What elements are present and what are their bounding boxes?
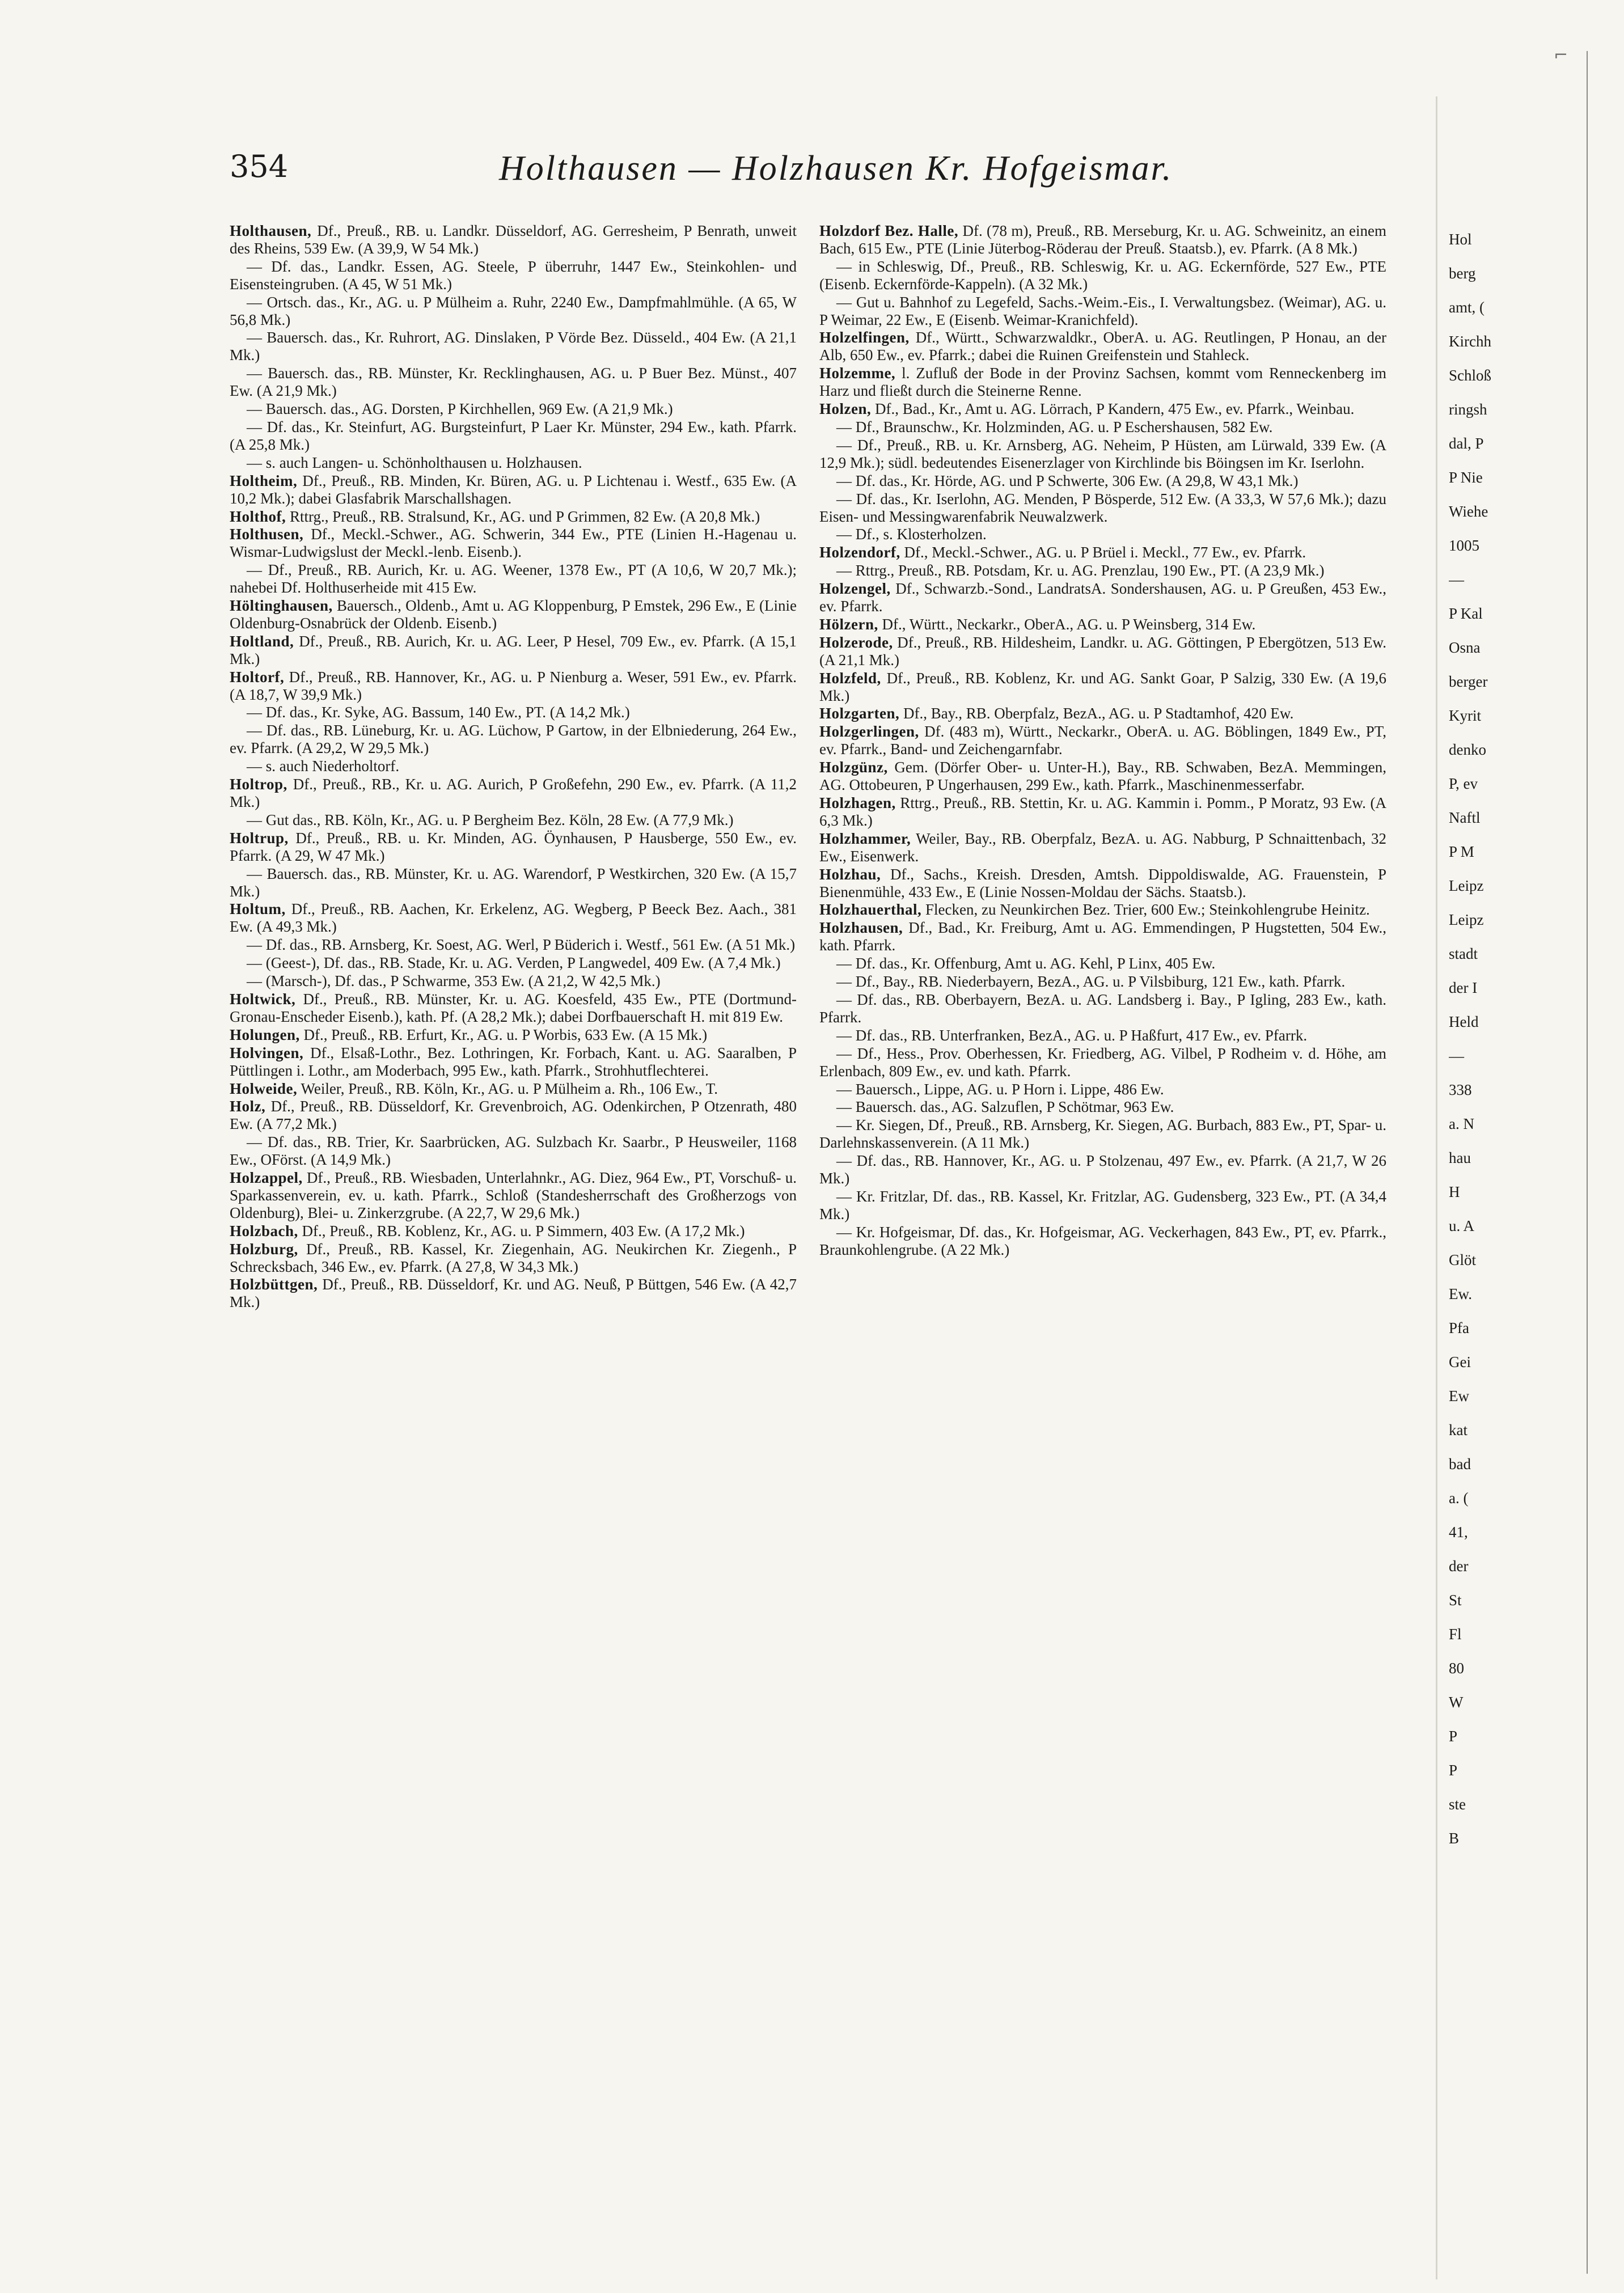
edge-fragment: Hol bbox=[1449, 231, 1472, 248]
edge-fragment: Naftl bbox=[1449, 809, 1481, 826]
entry-text: l. Zufluß der Bode in der Provinz Sachsen, kommt vom Renneckenberg im Harz und fließt durch die Steinerne Renne. bbox=[819, 365, 1386, 400]
entry-text: — Df., Bay., RB. Niederbayern, BezA., AG. u. P Vilsbiburg, 121 Ew., kath. Pfarrk. bbox=[836, 973, 1346, 991]
entry-text: — Df., s. Klosterholzen. bbox=[836, 526, 987, 543]
entry-headword: Holzengel, bbox=[819, 580, 891, 598]
entry-text: — Df. das., Kr. Syke, AG. Bassum, 140 Ew., PT. (A 14,2 Mk.) bbox=[247, 704, 630, 721]
entry-headword: Holvingen, bbox=[230, 1044, 304, 1061]
gazetteer-entry bbox=[819, 294, 1386, 329]
entry-text: Df., Preuß., RB. Hannover, Kr., AG. u. P Nienburg a. Weser, 591 Ew., ev. Pfarrk. (A 18,7, W 39,9 Mk.) bbox=[230, 668, 797, 703]
gazetteer-entry bbox=[819, 1081, 1386, 1098]
edge-fragment: Osna bbox=[1449, 639, 1481, 656]
entry-text: — Df. das., Landkr. Essen, AG. Steele, P überruhr, 1447 Ew., Steinkohlen- und Eisensteingruben. (A 45, W 51 Mk.) bbox=[230, 257, 797, 293]
gazetteer-entry bbox=[230, 972, 797, 990]
next-page-edge-column bbox=[1449, 222, 1534, 2156]
edge-fragment: Leipz bbox=[1449, 877, 1484, 894]
entry-text: — Gut u. Bahnhof zu Legefeld, Sachs.-Weim.-Eis., I. Verwaltungsbez. (Weimar), AG. u. P Weimar, 22 Ew., E (Eisenb. Weimar-Kranichfeld). bbox=[819, 293, 1386, 328]
gazetteer-entry bbox=[230, 1080, 797, 1098]
entry-headword: Holzhagen, bbox=[819, 794, 896, 811]
entry-headword: Holzerode, bbox=[819, 633, 893, 651]
entry-text: — Bauersch. das., RB. Münster, Kr. u. AG. Warendorf, P Westkirchen, 320 Ew. (A 15,7 Mk.) bbox=[230, 865, 797, 900]
entry-headword: Holzappel, bbox=[230, 1169, 303, 1187]
gazetteer-entry bbox=[230, 508, 797, 526]
edge-fragment: Fl bbox=[1449, 1626, 1462, 1643]
entry-text: Df., Meckl.-Schwer., AG. u. P Brüel i. Meckl., 77 Ew., ev. Pfarrk. bbox=[904, 544, 1306, 561]
gazetteer-entry bbox=[819, 866, 1386, 901]
gazetteer-entry bbox=[230, 865, 797, 900]
edge-fragment: — bbox=[1449, 1047, 1464, 1064]
left-column bbox=[230, 222, 797, 2156]
edge-fragment: B bbox=[1449, 1830, 1460, 1847]
entry-headword: Holzhausen, bbox=[819, 919, 903, 937]
edge-fragment: Ew bbox=[1449, 1387, 1469, 1404]
edge-fragment: Glöt bbox=[1449, 1251, 1477, 1268]
edge-fragment: dal, P bbox=[1449, 435, 1484, 452]
page-edge-line bbox=[1587, 51, 1588, 2274]
entry-headword: Holzfeld, bbox=[819, 669, 881, 687]
entry-text: Weiler, Bay., RB. Oberpfalz, BezA. u. AG. Nabburg, P Schnaittenbach, 32 Ew., Eisenwerk. bbox=[819, 830, 1386, 865]
entry-headword: Holzen, bbox=[819, 400, 872, 418]
entry-headword: Holzendorf, bbox=[819, 544, 900, 561]
entry-headword: Holzbüttgen, bbox=[230, 1276, 318, 1293]
entry-text: — Df. das., RB. Arnsberg, Kr. Soest, AG. Werl, P Büderich i. Westf., 561 Ew. (A 51 Mk.) bbox=[247, 936, 796, 954]
edge-fragment: Kyrit bbox=[1449, 707, 1481, 724]
gazetteer-entry bbox=[230, 472, 797, 507]
gazetteer-entry bbox=[819, 1116, 1386, 1152]
entry-text: — Bauersch. das., RB. Münster, Kr. Recklinghausen, AG. u. P Buer Bez. Münst., 407 Ew. (A 21,9 Mk.) bbox=[230, 365, 797, 400]
entry-text: Rttrg., Preuß., RB. Stralsund, Kr., AG. und P Grimmen, 82 Ew. (A 20,8 Mk.) bbox=[290, 507, 760, 525]
edge-fragment: P Nie bbox=[1449, 469, 1483, 486]
gazetteer-entry bbox=[230, 1026, 797, 1044]
gazetteer-entry bbox=[819, 258, 1386, 293]
edge-fragment: St bbox=[1449, 1592, 1462, 1609]
gazetteer-entry bbox=[819, 544, 1386, 561]
gazetteer-entry bbox=[230, 1133, 797, 1169]
edge-fragment: 80 bbox=[1449, 1660, 1464, 1677]
entry-headword: Holzgünz, bbox=[819, 759, 888, 776]
gazetteer-entry bbox=[819, 1027, 1386, 1044]
entry-text: Gem. (Dörfer Ober- u. Unter-H.), Bay., RB. Schwaben, BezA. Memmingen, AG. Ottobeuren, P Ungerhausen, 299 Ew., kath. Pfarrk., Maschinenmesserfabr. bbox=[819, 759, 1386, 794]
gazetteer-entry bbox=[819, 759, 1386, 794]
gazetteer-entry bbox=[230, 758, 797, 775]
edge-fragment: Gei bbox=[1449, 1353, 1471, 1370]
gazetteer-entry bbox=[230, 633, 797, 668]
entry-text: — Df., Hess., Prov. Oberhessen, Kr. Friedberg, AG. Vilbel, P Rodheim v. d. Höhe, am Erlenbach, 809 Ew., ev. und kath. Pfarrk. bbox=[819, 1044, 1386, 1080]
gazetteer-entry bbox=[819, 919, 1386, 954]
entry-text: — s. auch Niederholtorf. bbox=[247, 758, 400, 775]
edge-fragment: der bbox=[1449, 1558, 1469, 1575]
entry-text: — Df. das., RB. Trier, Kr. Saarbrücken, AG. Sulzbach Kr. Saarbr., P Heusweiler, 1168 Ew., OFörst. (A 14,9 Mk.) bbox=[230, 1133, 797, 1169]
entry-headword: Holzhau, bbox=[819, 865, 881, 883]
gazetteer-entry bbox=[230, 1044, 797, 1080]
entry-headword: Holtrup, bbox=[230, 829, 289, 847]
entry-text: Df., Preuß., RB. Kassel, Kr. Ziegenhain, AG. Neukirchen Kr. Ziegenh., P Schrecksbach, 346 Ew., ev. Pfarrk. (A 27,8, W 34,3 Mk.) bbox=[230, 1240, 797, 1275]
entry-text: — Df. das., Kr. Hörde, AG. und P Schwerte, 306 Ew. (A 29,8, W 43,1 Mk.) bbox=[836, 472, 1299, 489]
entry-headword: Holthof, bbox=[230, 507, 286, 525]
edge-fragment: a. ( bbox=[1449, 1490, 1469, 1507]
gazetteer-entry bbox=[230, 722, 797, 757]
edge-fragment: P bbox=[1449, 1762, 1458, 1779]
right-column bbox=[819, 222, 1386, 2156]
entry-headword: Holtwick, bbox=[230, 990, 296, 1008]
gazetteer-entry bbox=[819, 973, 1386, 991]
gazetteer-entry bbox=[819, 616, 1386, 633]
entry-text: — Kr. Hofgeismar, Df. das., Kr. Hofgeismar, AG. Veckerhagen, 843 Ew., PT, ev. Pfarrk., Braunkohlengrube. (A 22 Mk.) bbox=[819, 1223, 1386, 1258]
entry-text: Df., Preuß., RB. Düsseldorf, Kr. und AG. Neuß, P Büttgen, 546 Ew. (A 42,7 Mk.) bbox=[230, 1276, 797, 1311]
edge-fragment: stadt bbox=[1449, 945, 1478, 962]
entry-text: Weiler, Preuß., RB. Köln, Kr., AG. u. P Mülheim a. Rh., 106 Ew., T. bbox=[301, 1080, 718, 1097]
entry-headword: Höltinghausen, bbox=[230, 597, 333, 615]
edge-fragment: 41, bbox=[1449, 1524, 1468, 1541]
entry-text: — Df. das., RB. Lüneburg, Kr. u. AG. Lüchow, P Gartow, in der Elbniederung, 264 Ew., ev. Pfarrk. (A 29,2, W 29,5 Mk.) bbox=[230, 722, 797, 757]
entry-headword: Holzgerlingen, bbox=[819, 723, 919, 741]
gazetteer-entry bbox=[819, 634, 1386, 669]
edge-fragment: Held bbox=[1449, 1013, 1479, 1030]
gazetteer-entry bbox=[819, 1224, 1386, 1259]
gazetteer-entry bbox=[230, 954, 797, 972]
entry-text: — Kr. Siegen, Df., Preuß., RB. Arnsberg, Kr. Siegen, AG. Burbach, 883 Ew., PT, Spar- u. Darlehnskassenverein. (A 11 Mk.) bbox=[819, 1116, 1386, 1152]
entry-headword: Holtorf, bbox=[230, 668, 285, 686]
gazetteer-entry bbox=[230, 329, 797, 364]
entry-headword: Holtrop, bbox=[230, 776, 287, 793]
entry-text: — Df., Braunschw., Kr. Holzminden, AG. u. P Eschershausen, 582 Ew. bbox=[836, 418, 1273, 435]
gazetteer-entry bbox=[230, 222, 797, 257]
entry-text: Df., Bay., RB. Oberpfalz, BezA., AG. u. P Stadtamhof, 420 Ew. bbox=[903, 705, 1294, 722]
gutter-shadow bbox=[1436, 96, 1437, 2279]
entry-text: — Rttrg., Preuß., RB. Potsdam, Kr. u. AG. Prenzlau, 190 Ew., PT. (A 23,9 Mk.) bbox=[836, 562, 1325, 579]
entry-headword: Holzhauerthal, bbox=[819, 901, 922, 919]
entry-text: Df., Bad., Kr., Amt u. AG. Lörrach, P Kandern, 475 Ew., ev. Pfarrk., Weinbau. bbox=[875, 400, 1355, 418]
edge-fragment: berg bbox=[1449, 265, 1476, 282]
edge-fragment: bad bbox=[1449, 1456, 1471, 1473]
gazetteer-entry bbox=[230, 561, 797, 596]
entry-text: Df. (483 m), Württ., Neckarkr., OberA. u. AG. Böblingen, 1849 Ew., PT, ev. Pfarrk., Band- und Zeichengarnfabr. bbox=[819, 723, 1386, 758]
gazetteer-entry bbox=[230, 258, 797, 293]
gazetteer-entry bbox=[819, 437, 1386, 472]
gazetteer-entry bbox=[230, 704, 797, 721]
edge-fragment: P, ev bbox=[1449, 775, 1478, 792]
gazetteer-entry bbox=[819, 418, 1386, 436]
entry-headword: Holzburg, bbox=[230, 1240, 298, 1258]
entry-headword: Holzelfingen, bbox=[819, 329, 910, 346]
edge-fragment: kat bbox=[1449, 1422, 1467, 1439]
entry-text: Df., Preuß., RB. Koblenz, Kr. und AG. Sankt Goar, P Salzig, 330 Ew. (A 19,6 Mk.) bbox=[819, 669, 1386, 704]
entry-text: — Df. das., RB. Oberbayern, BezA. u. AG. Landsberg i. Bay., P Igling, 283 Ew., kath. Pfarrk. bbox=[819, 991, 1386, 1026]
entry-text: Bauersch., Oldenb., Amt u. AG Kloppenburg, P Emstek, 296 Ew., E (Linie Oldenburg-Osnabrück der Oldenb. Eisenb.) bbox=[230, 597, 797, 632]
gazetteer-entry bbox=[819, 955, 1386, 972]
gazetteer-entry bbox=[819, 365, 1386, 400]
gazetteer-entry bbox=[819, 526, 1386, 543]
gazetteer-entry bbox=[819, 222, 1386, 257]
entry-text: — Df., Preuß., RB. Aurich, Kr. u. AG. Weener, 1378 Ew., PT (A 10,6, W 20,7 Mk.); nahebei Df. Holthuserheide mit 415 Ew. bbox=[230, 561, 797, 596]
edge-fragment: Ew. bbox=[1449, 1285, 1472, 1302]
entry-text: Df., Preuß., RB. Düsseldorf, Kr. Grevenbroich, AG. Odenkirchen, P Otzenrath, 480 Ew. (A 77,2 Mk.) bbox=[230, 1098, 797, 1133]
entry-headword: Holz, bbox=[230, 1098, 266, 1115]
edge-fragment: 338 bbox=[1449, 1081, 1472, 1098]
gazetteer-entry bbox=[230, 526, 797, 561]
entry-text: — Bauersch. das., Kr. Ruhrort, AG. Dinslaken, P Vörde Bez. Düsseld., 404 Ew. (A 21,1 Mk.) bbox=[230, 329, 797, 364]
entry-headword: Holzdorf Bez. Halle, bbox=[819, 222, 959, 239]
gazetteer-entry bbox=[819, 794, 1386, 830]
entry-text: Df., Preuß., RB. u. Kr. Minden, AG. Öynhausen, P Hausberge, 550 Ew., ev. Pfarrk. (A 29, W 47 Mk.) bbox=[230, 829, 797, 864]
gazetteer-entry bbox=[230, 418, 797, 454]
edge-fragment: u. A bbox=[1449, 1217, 1475, 1234]
edge-mark: ⌐ bbox=[1554, 45, 1568, 65]
entry-text: Df., Elsaß-Lothr., Bez. Lothringen, Kr. Forbach, Kant. u. AG. Saaralben, P Püttlingen i. Lothr., am Moderbach, 995 Ew., kath. Pfarrk., Strohhutflechterei. bbox=[230, 1044, 797, 1079]
gazetteer-entry bbox=[819, 472, 1386, 490]
gazetteer-entry bbox=[819, 901, 1386, 919]
edge-fragment: ste bbox=[1449, 1796, 1466, 1813]
entry-text: — Bauersch. das., AG. Dorsten, P Kirchhellen, 969 Ew. (A 21,9 Mk.) bbox=[247, 400, 673, 418]
entry-headword: Holzhammer, bbox=[819, 830, 911, 847]
entry-text: — Bauersch. das., AG. Salzuflen, P Schötmar, 963 Ew. bbox=[836, 1098, 1174, 1116]
entry-text: Flecken, zu Neunkirchen Bez. Trier, 600 Ew.; Steinkohlengrube Heinitz. bbox=[925, 901, 1370, 919]
entry-text: Df., Bad., Kr. Freiburg, Amt u. AG. Emmendingen, P Hugstetten, 504 Ew., kath. Pfarrk. bbox=[819, 919, 1386, 954]
edge-fragment: der I bbox=[1449, 979, 1478, 996]
entry-text: Df., Schwarzb.-Sond., LandratsA. Sondershausen, AG. u. P Greußen, 453 Ew., ev. Pfarrk. bbox=[819, 580, 1386, 615]
gazetteer-entry bbox=[819, 1098, 1386, 1116]
entry-text: — Ortsch. das., Kr., AG. u. P Mülheim a. Ruhr, 2240 Ew., Dampfmahlmühle. (A 65, W 56,8 Mk.) bbox=[230, 293, 797, 328]
entry-text: — Df. das., RB. Unterfranken, BezA., AG. u. P Haßfurt, 417 Ew., ev. Pfarrk. bbox=[836, 1026, 1308, 1044]
gazetteer-entry bbox=[819, 580, 1386, 615]
edge-fragment: H bbox=[1449, 1183, 1460, 1200]
entry-text: — Gut das., RB. Köln, Kr., AG. u. P Bergheim Bez. Köln, 28 Ew. (A 77,9 Mk.) bbox=[247, 811, 734, 828]
entry-headword: Holthusen, bbox=[230, 526, 304, 543]
entry-text: Df., Preuß., RB. Koblenz, Kr., AG. u. P Simmern, 403 Ew. (A 17,2 Mk.) bbox=[302, 1222, 745, 1239]
gazetteer-entry bbox=[230, 900, 797, 936]
entry-headword: Holzemme, bbox=[819, 365, 896, 382]
entry-text: Df. (78 m), Preuß., RB. Merseburg, Kr. u. AG. Schweinitz, an einem Bach, 615 Ew., PTE (Linie Jüterbog-Röderau der Preuß. Staatsb.), ev. Pfarrk. (A 8 Mk.) bbox=[819, 222, 1386, 257]
edge-fragment: Kirchh bbox=[1449, 333, 1491, 350]
entry-text: — in Schleswig, Df., Preuß., RB. Schleswig, Kr. u. AG. Eckernförde, 527 Ew., PTE (Eisenb. Eckernförde-Kappeln). (A 32 Mk.) bbox=[819, 257, 1386, 293]
edge-fragment: — bbox=[1449, 571, 1464, 588]
page-number: 354 bbox=[230, 149, 289, 184]
gazetteer-entry bbox=[230, 1241, 797, 1276]
gazetteer-entry bbox=[819, 1188, 1386, 1223]
edge-fragment: P M bbox=[1449, 843, 1474, 860]
edge-fragment: Pfa bbox=[1449, 1319, 1469, 1336]
gazetteer-entry bbox=[230, 365, 797, 400]
entry-text: Df., Preuß., RB., Kr. u. AG. Aurich, P Großefehn, 290 Ew., ev. Pfarrk. (A 11,2 Mk.) bbox=[230, 776, 797, 810]
entry-text: Df., Meckl.-Schwer., AG. Schwerin, 344 Ew., PTE (Linien H.-Hagenau u. Wismar-Ludwigslust der Meckl.-lenb. Eisenb.). bbox=[230, 526, 797, 561]
gazetteer-entry bbox=[819, 562, 1386, 579]
gazetteer-entry bbox=[819, 1045, 1386, 1080]
entry-text: — Df. das., Kr. Offenburg, Amt u. AG. Kehl, P Linx, 405 Ew. bbox=[836, 955, 1216, 972]
entry-text: Df., Preuß., RB. Aurich, Kr. u. AG. Leer, P Hesel, 709 Ew., ev. Pfarrk. (A 15,1 Mk.) bbox=[230, 632, 797, 667]
gazetteer-entry bbox=[230, 400, 797, 418]
entry-text: — Bauersch., Lippe, AG. u. P Horn i. Lippe, 486 Ew. bbox=[836, 1080, 1164, 1098]
entry-text: Df., Preuß., RB. Minden, Kr. Büren, AG. u. P Lichtenau i. Westf., 635 Ew. (A 10,2 Mk.); dabei Glasfabrik Marschallshagen. bbox=[230, 472, 797, 507]
gazetteer-entry bbox=[819, 670, 1386, 705]
edge-fragment: P Kal bbox=[1449, 605, 1483, 622]
edge-fragment: Leipz bbox=[1449, 911, 1484, 928]
entry-headword: Hölzern, bbox=[819, 615, 878, 633]
edge-fragment: denko bbox=[1449, 741, 1486, 758]
entry-text: Df., Württ., Neckarkr., OberA., AG. u. P Weinsberg, 314 Ew. bbox=[882, 615, 1256, 633]
gazetteer-entry bbox=[819, 830, 1386, 865]
entry-headword: Holweide, bbox=[230, 1080, 298, 1097]
entry-headword: Holungen, bbox=[230, 1026, 300, 1043]
entry-text: Df., Preuß., RB. Wiesbaden, Unterlahnkr., AG. Diez, 964 Ew., PT, Vorschuß- u. Sparkassenverein, ev. u. kath. Pfarrk., Schloß (Standesherrschaft des Großherzogs von Oldenburg), Blei- u. Zinkerzgrube. (A 22,7, W 29,6 Mk.) bbox=[230, 1169, 797, 1221]
edge-fragment: W bbox=[1449, 1694, 1464, 1711]
edge-fragment: Wiehe bbox=[1449, 503, 1488, 520]
entry-text: Rttrg., Preuß., RB. Stettin, Kr. u. AG. Kammin i. Pomm., P Moratz, 93 Ew. (A 6,3 Mk.) bbox=[819, 794, 1386, 829]
gazetteer-entry bbox=[819, 723, 1386, 758]
entry-text: — (Geest-), Df. das., RB. Stade, Kr. u. AG. Verden, P Langwedel, 409 Ew. (A 7,4 Mk.) bbox=[247, 954, 781, 972]
gazetteer-entry bbox=[230, 991, 797, 1026]
entry-text: Df., Preuß., RB. Münster, Kr. u. AG. Koesfeld, 435 Ew., PTE (Dortmund-Gronau-Enscheder Eisenb.), kath. Pf. (A 28,2 Mk.); dabei Dorfbauerschaft H. mit 819 Ew. bbox=[230, 990, 797, 1025]
entry-text: Df., Sachs., Kreish. Dresden, Amtsh. Dippoldiswalde, AG. Frauenstein, P Bienenmühle, 433 Ew., E (Linie Nossen-Moldau der Sächs. Staatsb.). bbox=[819, 865, 1386, 900]
entry-text: — Kr. Fritzlar, Df. das., RB. Kassel, Kr. Fritzlar, AG. Gudensberg, 323 Ew., PT. (A 34,4 Mk.) bbox=[819, 1187, 1386, 1222]
gazetteer-entry bbox=[819, 400, 1386, 418]
gazetteer-entry bbox=[230, 1169, 797, 1222]
entry-text: Df., Preuß., RB. u. Landkr. Düsseldorf, AG. Gerresheim, P Benrath, unweit des Rheins, 539 Ew. (A 39,9, W 54 Mk.) bbox=[230, 222, 797, 257]
entry-text: — Df., Preuß., RB. u. Kr. Arnsberg, AG. Neheim, P Hüsten, am Lürwald, 339 Ew. (A 12,9 Mk.); südl. bedeutendes Eisenerzlager von Kirchlinde bis Böingsen im Kr. Iserlohn. bbox=[819, 436, 1386, 471]
gazetteer-entry bbox=[819, 991, 1386, 1026]
edge-fragment: amt, ( bbox=[1449, 299, 1485, 316]
edge-fragment: Schloß bbox=[1449, 367, 1492, 384]
entry-headword: Holthausen, bbox=[230, 222, 312, 239]
edge-fragment: ringsh bbox=[1449, 401, 1487, 418]
gazetteer-entry bbox=[230, 454, 797, 472]
gazetteer-entry bbox=[230, 669, 797, 704]
entry-text: — (Marsch-), Df. das., P Schwarme, 353 Ew. (A 21,2, W 42,5 Mk.) bbox=[247, 972, 661, 990]
entry-text: — Df. das., Kr. Steinfurt, AG. Burgsteinfurt, P Laer Kr. Münster, 294 Ew., kath. Pfarrk. (A 25,8 Mk.) bbox=[230, 418, 797, 453]
gazetteer-entry bbox=[819, 490, 1386, 526]
gazetteer-entry bbox=[230, 811, 797, 829]
entry-text: — Df. das., Kr. Iserlohn, AG. Menden, P Bösperde, 512 Ew. (A 33,3, W 57,6 Mk.); dazu Eisen- und Messingwarenfabrik Neuwalzwerk. bbox=[819, 490, 1386, 525]
edge-fragment: berger bbox=[1449, 673, 1488, 690]
gazetteer-entry bbox=[230, 776, 797, 811]
gazetteer-entry bbox=[230, 294, 797, 329]
gazetteer-entry bbox=[230, 830, 797, 865]
edge-fragment: P bbox=[1449, 1728, 1458, 1745]
gazetteer-entry bbox=[230, 936, 797, 954]
entry-headword: Holtheim, bbox=[230, 472, 298, 489]
running-title: Holthausen — Holzhausen Kr. Hofgeismar. bbox=[499, 149, 1173, 188]
entry-text: Df., Preuß., RB. Aachen, Kr. Erkelenz, AG. Wegberg, P Beeck Bez. Aach., 381 Ew. (A 49,3 Mk.) bbox=[230, 900, 797, 936]
entry-headword: Holzgarten, bbox=[819, 705, 900, 722]
gazetteer-entry bbox=[230, 1276, 797, 1311]
entry-headword: Holtum, bbox=[230, 900, 286, 918]
entry-text: Df., Preuß., RB. Erfurt, Kr., AG. u. P Worbis, 633 Ew. (A 15 Mk.) bbox=[303, 1026, 708, 1043]
gazetteer-entry bbox=[819, 705, 1386, 722]
edge-fragment: a. N bbox=[1449, 1115, 1474, 1132]
edge-fragment: hau bbox=[1449, 1149, 1471, 1166]
edge-fragment: 1005 bbox=[1449, 537, 1479, 554]
gazetteer-entry bbox=[819, 329, 1386, 364]
entry-text: Df., Preuß., RB. Hildesheim, Landkr. u. AG. Göttingen, P Ebergötzen, 513 Ew. (A 21,1 Mk.) bbox=[819, 633, 1386, 669]
entry-text: Df., Württ., Schwarzwaldkr., OberA. u. AG. Reutlingen, P Honau, an der Alb, 650 Ew., ev. Pfarrk.; dabei die Ruinen Greifenstein und Stahleck. bbox=[819, 329, 1386, 364]
gazetteer-entry bbox=[230, 597, 797, 632]
entry-headword: Holtland, bbox=[230, 632, 294, 650]
entry-text: — Df. das., RB. Hannover, Kr., AG. u. P Stolzenau, 497 Ew., ev. Pfarrk. (A 21,7, W 26 Mk.) bbox=[819, 1152, 1386, 1187]
gazetteer-entry bbox=[230, 1222, 797, 1240]
entry-text: — s. auch Langen- u. Schönholthausen u. Holzhausen. bbox=[247, 454, 582, 471]
entry-headword: Holzbach, bbox=[230, 1222, 298, 1239]
gazetteer-entry bbox=[230, 1098, 797, 1133]
gazetteer-entry bbox=[819, 1152, 1386, 1187]
